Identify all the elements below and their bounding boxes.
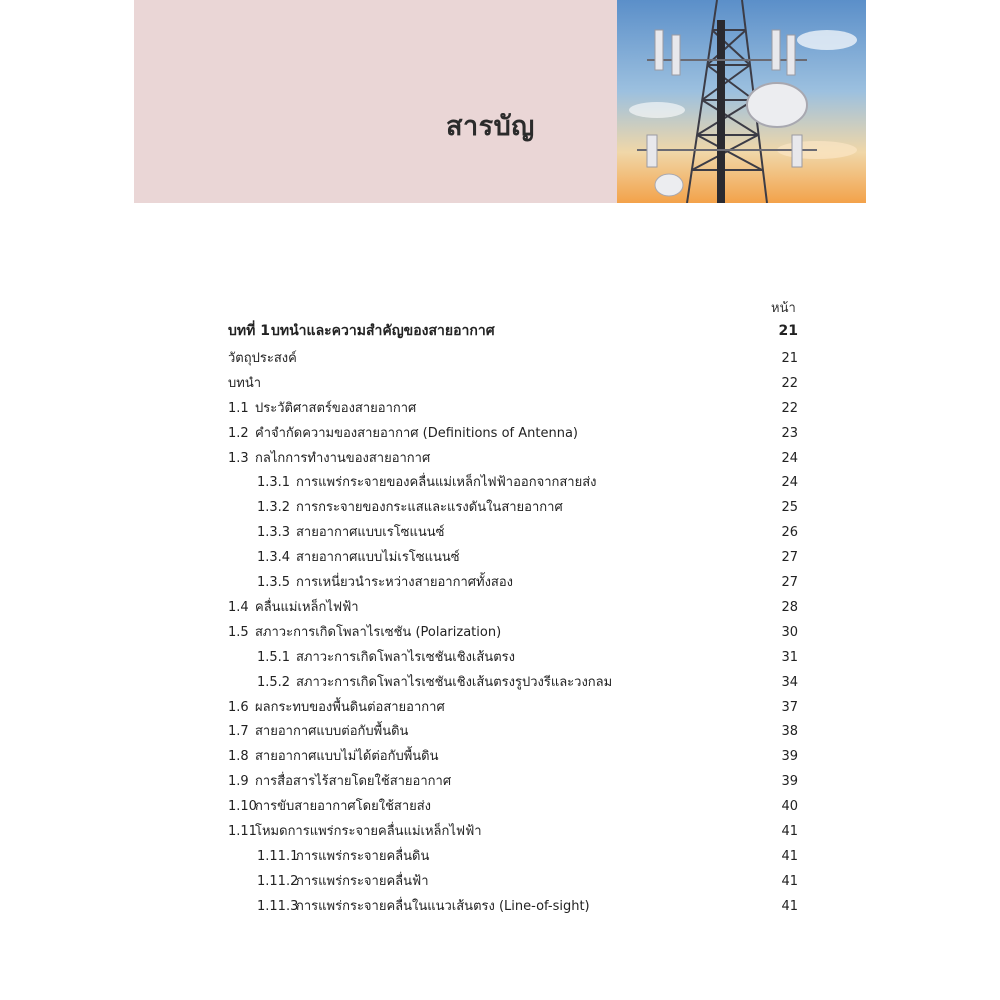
toc-row[interactable]	[228, 423, 798, 445]
toc-number: 1.5.2	[257, 675, 291, 690]
toc-number: 1.11.2	[257, 874, 299, 889]
toc-number: 1.4	[228, 600, 249, 615]
toc-page: 41	[781, 874, 798, 889]
toc-number: 1.11.3	[257, 899, 299, 914]
toc-page: 24	[781, 451, 798, 466]
toc-number: 1.10	[228, 799, 257, 814]
toc-title: การแพร่กระจายคลื่นฟ้า	[296, 874, 429, 889]
toc-number: 1.3.4	[257, 550, 291, 565]
toc-page: 22	[781, 376, 798, 391]
toc-number: 1.3.5	[257, 575, 291, 590]
toc-title: คลื่นแม่เหล็กไฟฟ้า	[255, 600, 359, 615]
toc-title: การแพร่กระจายคลื่นในแนวเส้นตรง (Line-of-sight)	[296, 899, 590, 914]
toc-title: การสื่อสารไร้สายโดยใช้สายอากาศ	[255, 774, 452, 789]
toc-row[interactable]	[228, 522, 798, 544]
toc-page: 28	[781, 600, 798, 615]
page-title: สารบัญ	[446, 111, 535, 142]
toc-page: 41	[781, 824, 798, 839]
toc-row[interactable]	[228, 647, 798, 669]
toc-number: 1.7	[228, 724, 249, 739]
toc-page: 22	[781, 401, 798, 416]
toc-title: บทนำ	[228, 376, 262, 391]
toc-page: 41	[781, 849, 798, 864]
toc-title: การแพร่กระจายคลื่นดิน	[296, 849, 430, 864]
toc-row[interactable]	[228, 771, 798, 793]
toc-title: การกระจายของกระแสและแรงดันในสายอากาศ	[296, 500, 563, 515]
toc-chapter-row[interactable]	[228, 320, 798, 342]
toc-page: 37	[781, 700, 798, 715]
toc-row[interactable]	[228, 472, 798, 494]
toc-row[interactable]	[228, 373, 798, 395]
toc-row[interactable]	[228, 821, 798, 843]
toc-page: 31	[781, 650, 798, 665]
toc-number: 1.1	[228, 401, 249, 416]
toc-title: วัตถุประสงค์	[228, 351, 297, 366]
toc-page: 38	[781, 724, 798, 739]
toc-number: 1.3	[228, 451, 249, 466]
toc-title: กลไกการทำงานของสายอากาศ	[255, 451, 431, 466]
toc-title: สายอากาศแบบไม่เรโซแนนซ์	[296, 550, 460, 565]
toc-page: 30	[781, 625, 798, 640]
header-band	[134, 0, 617, 203]
toc-title: สายอากาศแบบไม่ได้ต่อกับพื้นดิน	[255, 749, 439, 764]
toc-page: 21	[781, 351, 798, 366]
toc-page: 27	[781, 550, 798, 565]
toc-number: บทที่ 1	[228, 323, 270, 339]
toc-number: 1.3.3	[257, 525, 291, 540]
toc-page: 27	[781, 575, 798, 590]
page-column-label: หน้า	[771, 301, 796, 316]
toc-page: 40	[781, 799, 798, 814]
toc-row[interactable]	[228, 448, 798, 470]
toc-title: สายอากาศแบบเรโซแนนซ์	[296, 525, 445, 540]
toc-number: 1.5	[228, 625, 249, 640]
toc-row[interactable]	[228, 721, 798, 743]
toc-number: 1.3.1	[257, 475, 291, 490]
toc-row[interactable]	[228, 672, 798, 694]
toc-row[interactable]	[228, 871, 798, 893]
toc-number: 1.5.1	[257, 650, 291, 665]
toc-title: การแพร่กระจายของคลื่นแม่เหล็กไฟฟ้าออกจากสายส่ง	[296, 475, 597, 490]
toc-number: 1.6	[228, 700, 249, 715]
toc-title: สภาวะการเกิดโพลาไรเซชันเชิงเส้นตรง	[296, 650, 515, 665]
toc-title: สภาวะการเกิดโพลาไรเซชันเชิงเส้นตรงรูปวงรีและวงกลม	[296, 675, 613, 690]
toc-row[interactable]	[228, 746, 798, 768]
toc-number: 1.8	[228, 749, 249, 764]
toc-title: ประวัติศาสตร์ของสายอากาศ	[255, 401, 417, 416]
toc-row[interactable]	[228, 597, 798, 619]
toc-title: ผลกระทบของพื้นดินต่อสายอากาศ	[255, 700, 445, 715]
toc-row[interactable]	[228, 697, 798, 719]
toc-row[interactable]	[228, 796, 798, 818]
toc-page: 25	[781, 500, 798, 515]
toc-row[interactable]	[228, 547, 798, 569]
toc-page: 23	[781, 426, 798, 441]
toc-row[interactable]	[228, 896, 798, 918]
toc-page: 39	[781, 749, 798, 764]
toc-title: คำจำกัดความของสายอากาศ (Definitions of Antenna)	[255, 426, 578, 441]
tower-photo	[617, 0, 866, 203]
toc-page: 34	[781, 675, 798, 690]
toc-number: 1.3.2	[257, 500, 291, 515]
toc-page: 39	[781, 774, 798, 789]
toc-row[interactable]	[228, 348, 798, 370]
toc-title: สภาวะการเกิดโพลาไรเซชัน (Polarization)	[255, 625, 502, 640]
toc-number: 1.11	[228, 824, 257, 839]
toc-page: 24	[781, 475, 798, 490]
toc-number: 1.11.1	[257, 849, 299, 864]
toc-title: การขับสายอากาศโดยใช้สายส่ง	[255, 799, 432, 814]
toc-page: 26	[781, 525, 798, 540]
telecom-tower-image	[617, 0, 866, 203]
toc-page: 41	[781, 899, 798, 914]
toc-title: สายอากาศแบบต่อกับพื้นดิน	[255, 724, 409, 739]
toc-title: การเหนี่ยวนำระหว่างสายอากาศทั้งสอง	[296, 575, 514, 590]
toc-page: 21	[778, 323, 798, 339]
toc-number: 1.9	[228, 774, 249, 789]
toc-row[interactable]	[228, 622, 798, 644]
toc-number: 1.2	[228, 426, 249, 441]
toc-title: โหมดการแพร่กระจายคลื่นแม่เหล็กไฟฟ้า	[255, 824, 482, 839]
toc-row[interactable]	[228, 497, 798, 519]
toc-row[interactable]	[228, 846, 798, 868]
toc-row[interactable]	[228, 398, 798, 420]
toc-row[interactable]	[228, 572, 798, 594]
toc-title: บทนำและความสำคัญของสายอากาศ	[271, 323, 495, 339]
